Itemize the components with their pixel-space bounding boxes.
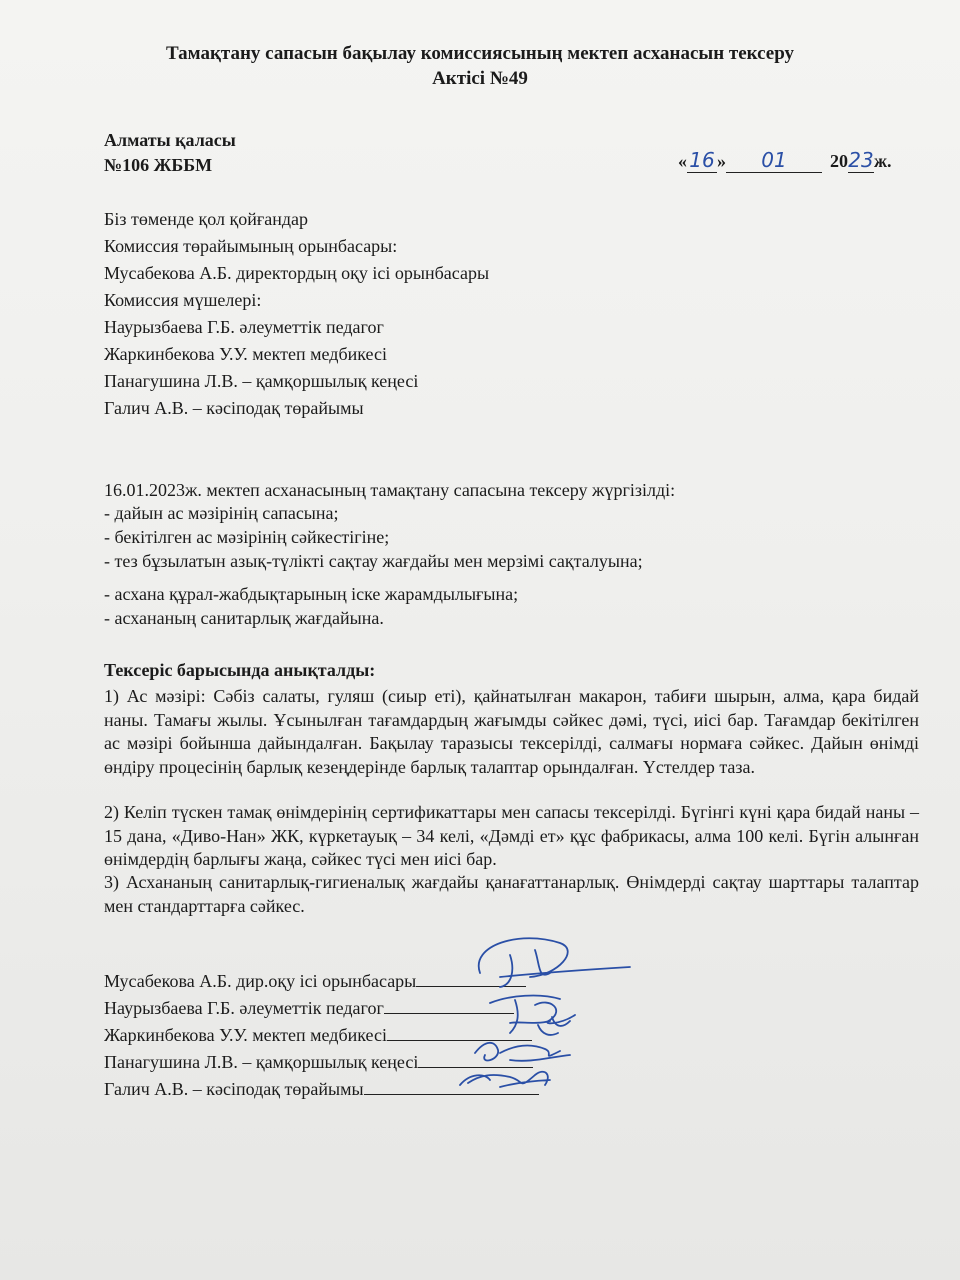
inspection-item: - асхана құрал-жабдықтарының іске жарамдылығына;	[104, 584, 519, 604]
signature-5	[460, 1072, 550, 1087]
school-name: №106 ЖББМ	[104, 155, 213, 175]
inspection-item: - асхананың санитарлық жағдайына.	[104, 608, 384, 628]
signature-1	[479, 938, 630, 987]
findings-heading: Тексеріс барысында анықталды:	[104, 660, 376, 680]
finding-paragraph-3: 3) Асхананың санитарлық-гигиеналық жағдайы қанағаттанарлық. Өнімдерді сақтау шарттары талаптар мен стандарттарға сәйкес.	[104, 872, 919, 916]
inspection-item: - тез бұзылатын азық-түлікті сақтау жағдайы мен мерзімі сақталуына;	[104, 551, 643, 571]
signature-line: Галич А.В. – кәсіподақ төрайымы	[104, 1078, 539, 1100]
signature-line: Наурызбаева Г.Б. әлеуметтік педагог	[104, 997, 514, 1019]
finding-paragraph-2: 2) Келіп түскен тамақ өнімдерінің сертификаттары мен сапасы тексерілді. Бүгінгі күні қара бидай наны – 15 дана, «Диво-Нан» ЖК, күркетауық – 34 келі, «Дәмді ет» құс фабрикасы, алма 100 келі. Бүгін алынған өнімдердің барлығы жаңа, сәйкес түсі мен иісі бар.	[104, 802, 919, 870]
document-date: « 16 » 01 2023ж.	[678, 148, 892, 172]
inspection-intro: 16.01.2023ж. мектеп асханасының тамақтану сапасына тексеру жүргізілді:	[104, 480, 676, 500]
member-item: Наурызбаева Г.Б. әлеуметтік педагог	[104, 317, 384, 337]
inspection-item: - дайын ас мәзірінің сапасына;	[104, 503, 339, 523]
member-item: Панагушина Л.В. – қамқоршылық кеңесі	[104, 371, 419, 391]
date-month: 01	[761, 148, 787, 172]
signers-intro: Біз төменде қол қойғандар	[104, 209, 308, 229]
signature-line: Мусабекова А.Б. дир.оқу ісі орынбасары	[104, 970, 526, 992]
member-item: Жаркинбекова У.У. мектеп медбикесі	[104, 344, 387, 364]
deputy-chair: Мусабекова А.Б. директордың оқу ісі орынбасары	[104, 263, 490, 283]
date-day: 16	[689, 148, 715, 172]
document-title: Тамақтану сапасын бақылау комиссиясының мектеп асханасын тексеру	[165, 43, 795, 64]
city: Алматы қаласы	[104, 130, 236, 150]
signature-2	[490, 996, 575, 1033]
finding-paragraph-1: 1) Ас мәзірі: Сәбіз салаты, гуляш (сиыр еті), қайнатылған макарон, табиғи шырын, алма, қара бидай наны. Тамағы жылы. Ұсынылған тағамдардың жағымды сәйкес дәмі, түсі, иісі бар. Тағамдар бекітілген ас мәзірі бойынша дайындалған. Бақылау таразысы тексерілді, салмағы нормаға сәйкес. Дайын өнімді өндіру процесінің барлық кезеңдерінде барлық талаптар орындалған. Үстелдер таза.	[104, 686, 919, 777]
members-label: Комиссия мүшелері:	[104, 290, 262, 310]
inspection-item: - бекітілген ас мәзірінің сәйкестігіне;	[104, 527, 390, 547]
handwritten-signatures	[440, 925, 640, 1105]
act-number: Актісі №49	[432, 68, 528, 89]
member-item: Галич А.В. – кәсіподақ төрайымы	[104, 398, 364, 418]
signature-4	[475, 1043, 570, 1061]
deputy-label: Комиссия төрайымының орынбасары:	[104, 236, 398, 256]
signature-line: Панагушина Л.В. – қамқоршылық кеңесі	[104, 1051, 533, 1073]
signature-3	[510, 1017, 570, 1035]
date-year: 23	[848, 148, 874, 172]
signature-line: Жаркинбекова У.У. мектеп медбикесі	[104, 1024, 532, 1046]
